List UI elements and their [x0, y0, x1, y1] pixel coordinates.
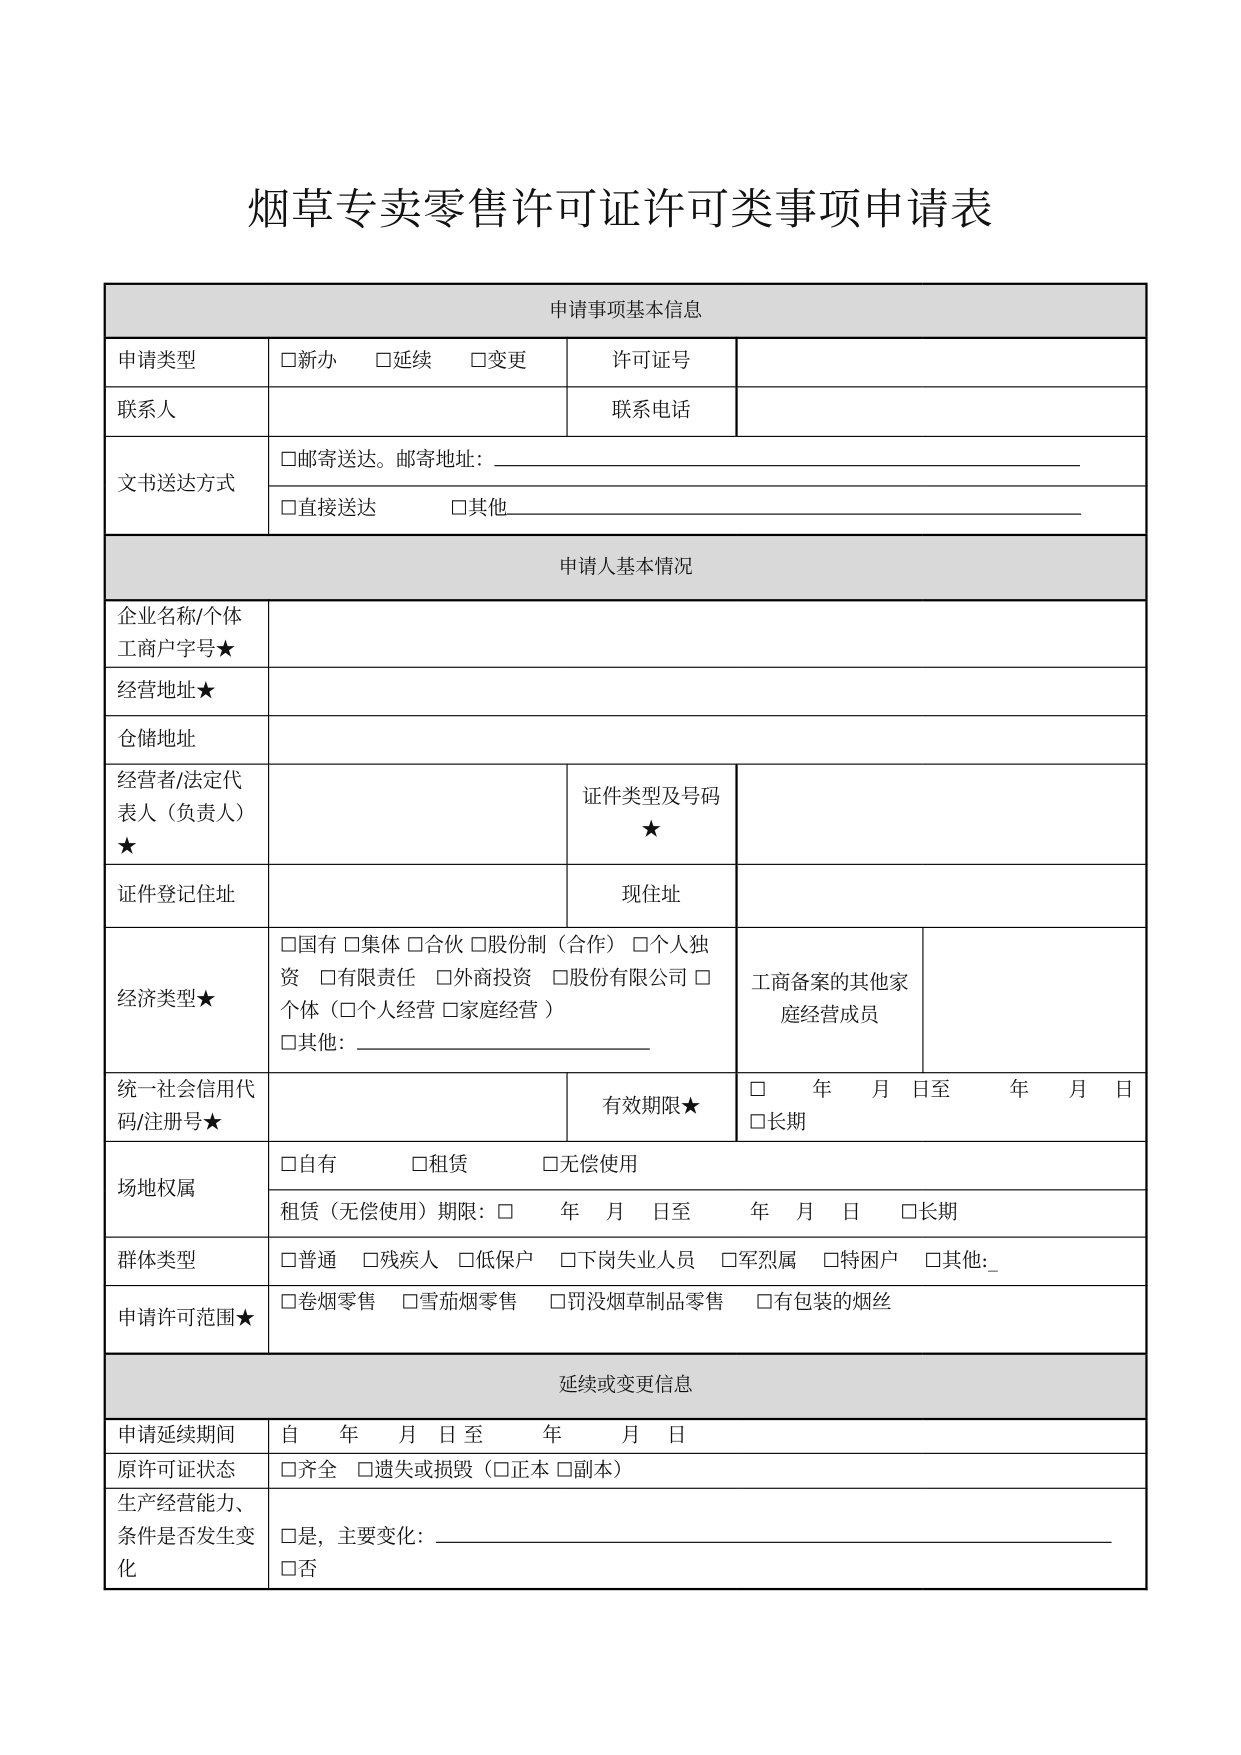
checkbox-military[interactable]: ☐军烈属 — [720, 1249, 798, 1273]
change-detail-line[interactable] — [436, 1522, 1112, 1543]
checkbox-other[interactable]: ☐其他 — [450, 498, 508, 521]
delivery-mail-row — [268, 436, 1146, 486]
apply-type-options — [268, 338, 566, 386]
econ-checkboxes[interactable]: ☐国有 ☐集体 ☐合伙 ☐股份制（合作） ☐个人独资 ☐有限责任 ☐外商投资 ☐股份有限公司 ☐个体（☐个人经营 ☐家庭经营 ） — [279, 934, 712, 1023]
operator-label: 经营者/法定代表人（负责人）★ — [105, 764, 268, 864]
checkbox-renew[interactable]: ☐延续 — [374, 350, 432, 374]
page-title: 烟草专卖零售许可证许可类事项申请表 — [247, 184, 994, 235]
application-form-table — [104, 283, 1148, 1590]
storage-address-label: 仓储地址 — [105, 716, 268, 764]
checkbox-disabled[interactable]: ☐残疾人 — [362, 1249, 439, 1273]
checkbox-econ-other[interactable]: ☐其他： — [279, 1032, 357, 1056]
site-options — [268, 1141, 1146, 1189]
validity-label: 有效期限★ — [566, 1073, 736, 1142]
validity-field — [737, 1073, 1147, 1142]
change-field — [268, 1488, 1146, 1588]
checkbox-validity-long[interactable]: ☐长期 — [748, 1111, 807, 1135]
lease-period-row[interactable]: 租赁（无偿使用）期限：☐ 年 月 日至 年 月 日 ☐长期 — [268, 1190, 1146, 1237]
checkbox-laid-off[interactable]: ☐下岗失业人员 — [559, 1249, 696, 1273]
delivery-direct-row — [268, 485, 1146, 535]
apply-type-label: 申请类型 — [105, 338, 268, 386]
checkbox-change[interactable]: ☐变更 — [469, 350, 527, 374]
business-address-field[interactable] — [268, 667, 1146, 715]
checkbox-cut-tobacco[interactable]: ☐有包装的烟丝 — [755, 1291, 892, 1315]
company-name-label: 企业名称/个体工商户字号★ — [105, 600, 268, 667]
credit-code-field[interactable] — [268, 1073, 566, 1142]
id-address-label: 证件登记住址 — [105, 864, 268, 927]
license-no-label: 许可证号 — [566, 338, 736, 386]
checkbox-free-use[interactable]: ☐无偿使用 — [541, 1153, 639, 1177]
checkbox-low-income[interactable]: ☐低保户 — [457, 1249, 535, 1273]
mail-address-line[interactable] — [495, 444, 1081, 465]
family-members-label: 工商备案的其他家庭经营成员 — [737, 927, 923, 1072]
group-type-label: 群体类型 — [105, 1237, 268, 1285]
other-delivery-line[interactable] — [507, 494, 1081, 515]
econ-type-options — [268, 927, 736, 1072]
checkbox-group-other[interactable]: ☐其他:_ — [924, 1249, 998, 1273]
econ-other-line[interactable] — [357, 1028, 650, 1049]
contact-label: 联系人 — [105, 386, 268, 436]
econ-type-label: 经济类型★ — [105, 927, 268, 1072]
business-address-label: 经营地址★ — [105, 667, 268, 715]
section-header-renewal: 延续或变更信息 — [105, 1353, 1147, 1418]
renew-period-field[interactable]: 自 年 月 日 至 年 月 日 — [268, 1418, 1146, 1453]
checkbox-new[interactable]: ☐新办 — [279, 350, 337, 374]
checkbox-poverty[interactable]: ☐特困户 — [822, 1249, 900, 1273]
site-ownership-label: 场地权属 — [105, 1141, 268, 1237]
license-no-field[interactable] — [737, 338, 1147, 386]
checkbox-cigar[interactable]: ☐雪茄烟零售 — [401, 1291, 518, 1315]
storage-address-field[interactable] — [268, 716, 1146, 764]
checkbox-confiscated[interactable]: ☐罚没烟草制品零售 — [549, 1291, 725, 1315]
license-status-options[interactable]: ☐齐全 ☐遗失或损毁（☐正本 ☐副本） — [268, 1453, 1146, 1488]
id-address-field[interactable] — [268, 864, 566, 927]
renew-period-label: 申请延续期间 — [105, 1418, 268, 1453]
section-header-basic-info: 申请事项基本信息 — [105, 284, 1147, 338]
phone-field[interactable] — [737, 386, 1147, 436]
phone-label: 联系电话 — [566, 386, 736, 436]
section-header-applicant: 申请人基本情况 — [105, 535, 1147, 600]
checkbox-direct[interactable]: ☐直接送达 — [279, 498, 377, 521]
credit-code-label: 统一社会信用代码/注册号★ — [105, 1073, 268, 1142]
current-address-label: 现住址 — [566, 864, 736, 927]
license-status-label: 原许可证状态 — [105, 1453, 268, 1488]
group-type-options — [268, 1237, 1146, 1285]
delivery-label: 文书送达方式 — [105, 436, 268, 535]
checkbox-mail[interactable]: ☐邮寄送达。邮寄地址： — [279, 448, 495, 472]
checkbox-lease[interactable]: ☐租赁 — [410, 1153, 468, 1177]
checkbox-normal[interactable]: ☐普通 — [279, 1249, 337, 1273]
validity-range[interactable]: ☐ 年 月 日至 年 月 日 — [748, 1078, 1134, 1102]
id-type-label: 证件类型及号码★ — [566, 764, 736, 864]
change-label: 生产经营能力、条件是否发生变化 — [105, 1488, 268, 1588]
checkbox-own[interactable]: ☐自有 — [279, 1153, 337, 1177]
operator-field[interactable] — [268, 764, 566, 864]
current-address-field[interactable] — [737, 864, 1147, 927]
contact-field[interactable] — [268, 386, 566, 436]
company-name-field[interactable] — [268, 600, 1146, 667]
checkbox-change-no[interactable]: ☐否 — [279, 1558, 318, 1582]
checkbox-cigarette[interactable]: ☐卷烟零售 — [279, 1291, 377, 1315]
family-members-field[interactable] — [922, 927, 1146, 1072]
scope-options — [268, 1286, 1146, 1354]
checkbox-change-yes[interactable]: ☐是，主要变化： — [279, 1526, 436, 1549]
scope-label: 申请许可范围★ — [105, 1286, 268, 1354]
id-type-field[interactable] — [737, 764, 1147, 864]
